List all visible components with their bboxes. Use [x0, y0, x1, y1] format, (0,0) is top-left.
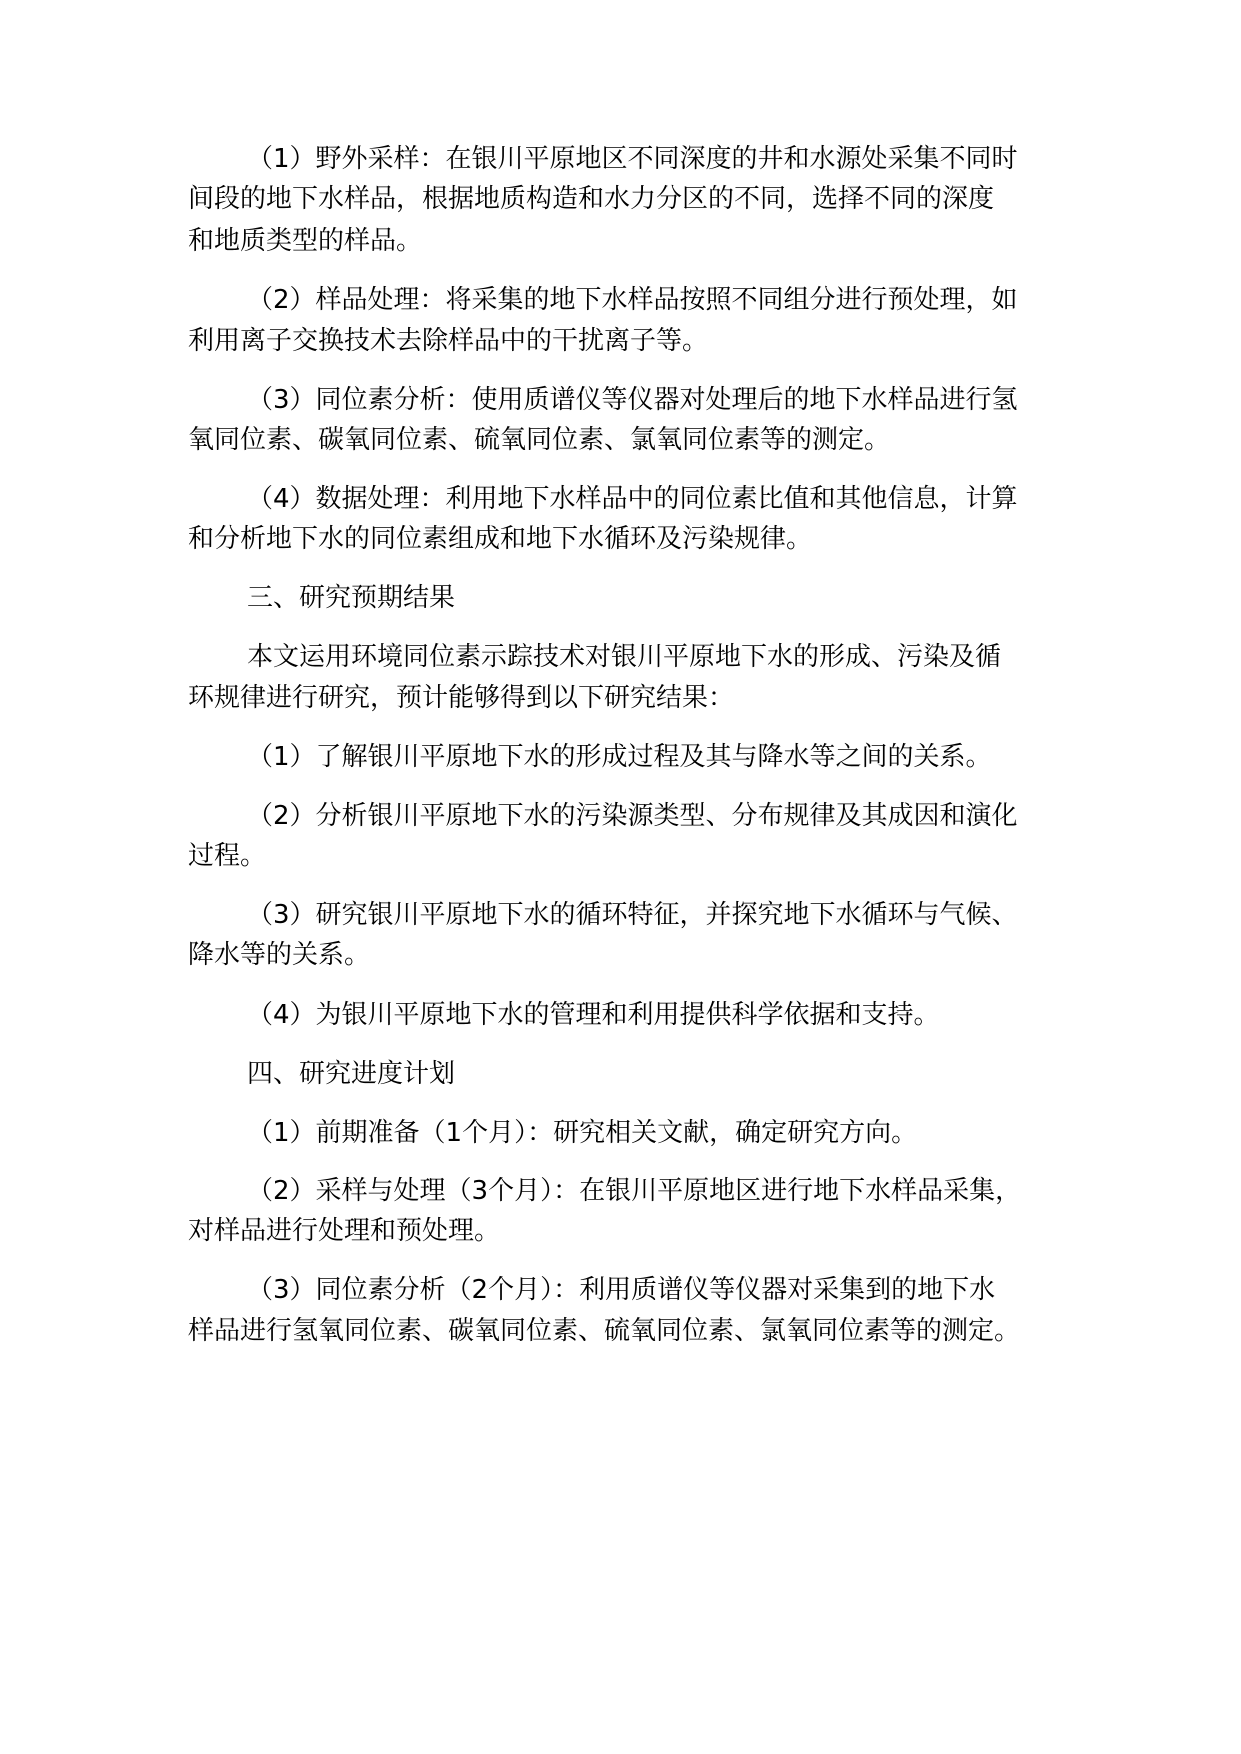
paragraph-line: （2）样品处理：将采集的地下水样品按照不同组分进行预处理，如 [247, 285, 1018, 315]
paragraph-line: （4）数据处理：利用地下水样品中的同位素比值和其他信息，计算 [247, 484, 1018, 514]
section-heading: 三、研究预期结果 [247, 583, 456, 613]
paragraph-line: 过程。 [188, 841, 267, 871]
paragraph-line: 和地质类型的样品。 [188, 226, 423, 256]
section-heading: 四、研究进度计划 [247, 1059, 456, 1089]
paragraph-line: （4）为银川平原地下水的管理和利用提供科学依据和支持。 [247, 1000, 940, 1030]
paragraph-line: （1）野外采样：在银川平原地区不同深度的井和水源处采集不同时 [247, 144, 1018, 174]
paragraph-line: 样品进行氢氧同位素、碳氧同位素、硫氧同位素、氯氧同位素等的测定。 [188, 1316, 1021, 1346]
paragraph-line: 利用离子交换技术去除样品中的干扰离子等。 [188, 326, 709, 356]
paragraph-line: （1）了解银川平原地下水的形成过程及其与降水等之间的关系。 [247, 742, 992, 772]
paragraph-line: （3）同位素分析（2个月）：利用质谱仪等仪器对采集到的地下水 [247, 1275, 996, 1305]
paragraph-line: （1）前期准备（1个月）：研究相关文献，确定研究方向。 [247, 1118, 918, 1148]
paragraph-line: （3）同位素分析：使用质谱仪等仪器对处理后的地下水样品进行氢 [247, 385, 1018, 415]
paragraph-line: 氧同位素、碳氧同位素、硫氧同位素、氯氧同位素等的测定。 [188, 425, 891, 455]
paragraph-line: （2）采样与处理（3个月）：在银川平原地区进行地下水样品采集， [247, 1176, 1022, 1206]
paragraph-line: （2）分析银川平原地下水的污染源类型、分布规律及其成因和演化 [247, 801, 1018, 831]
paragraph-line: 降水等的关系。 [188, 940, 371, 970]
paragraph-line: 本文运用环境同位素示踪技术对银川平原地下水的形成、污染及循 [247, 642, 1002, 672]
paragraph-line: （3）研究银川平原地下水的循环特征，并探究地下水循环与气候、 [247, 900, 1018, 930]
paragraph-line: 间段的地下水样品，根据地质构造和水力分区的不同，选择不同的深度 [188, 184, 995, 214]
paragraph-line: 对样品进行处理和预处理。 [188, 1216, 501, 1246]
paragraph-line: 环规律进行研究，预计能够得到以下研究结果： [188, 683, 735, 713]
paragraph-line: 和分析地下水的同位素组成和地下水循环及污染规律。 [188, 524, 813, 554]
